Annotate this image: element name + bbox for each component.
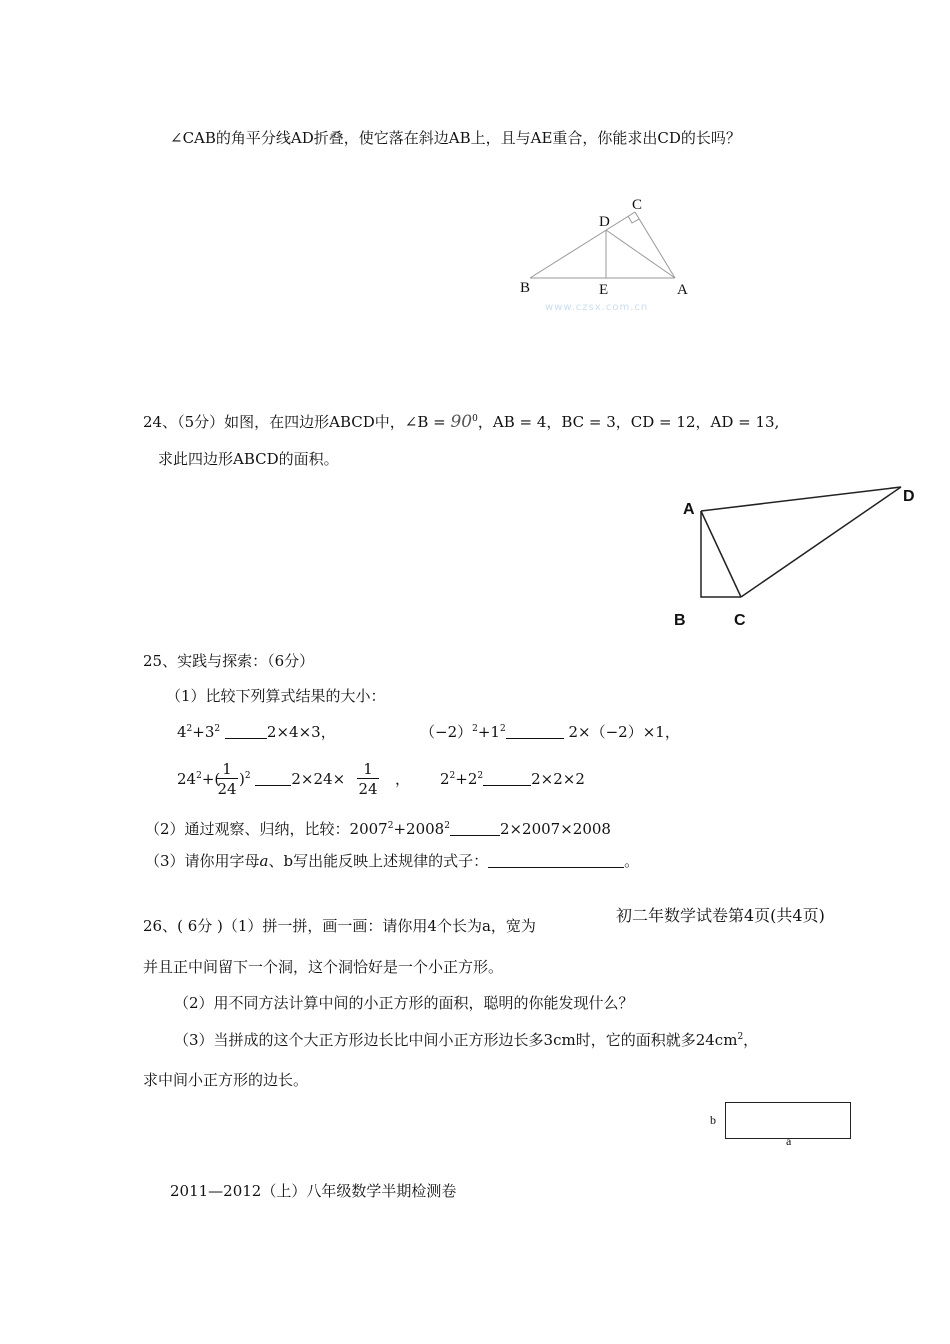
- q25-expr1: $4^2+3^2$ 2×4×3，: [177, 723, 336, 741]
- q25-expr3-mid: )$^2$ 2×24×: [239, 770, 346, 788]
- q25-expr2: $(-2)^2+1^2$ 2×（−2）×1，: [420, 723, 680, 741]
- q25-title: 25、实践与探索：（6分）: [143, 652, 315, 670]
- page-footer: 初二年数学试卷第4页(共4页): [616, 906, 825, 925]
- q23-label-c: C: [632, 197, 643, 213]
- q25-part1: （1）比较下列算式结果的大小：: [166, 687, 386, 705]
- q26-line5: 求中间小正方形的边长。: [143, 1071, 309, 1089]
- q24-line1: 24、（5分）如图，在四边形ABCD中，∠B = $90^0$，AB = 4，BC = 3，CD = 12，AD = 13,: [143, 412, 780, 432]
- q26-line2: 并且正中间留下一个洞，这个洞恰好是一个小正方形。: [143, 958, 504, 976]
- q26-line3: （2）用不同方法计算中间的小正方形的面积，聪明的你能发现什么？: [174, 994, 634, 1012]
- q24-label-b: B: [674, 612, 686, 629]
- q25-expr3-left: $24^2+$(: [177, 770, 221, 788]
- q23-label-e: E: [599, 282, 609, 298]
- q25-part2: （2）通过观察、归纳，比较：$2007^2+2008^2$ 2×2007×2008: [145, 820, 611, 838]
- q26-line1: 26、( 6分 )（1）拼一拼，画一画：请你用4个长为a，宽为: [143, 917, 536, 935]
- q26-rect-label-b: b: [710, 1113, 716, 1127]
- q24-label-c: C: [734, 612, 746, 629]
- q23-label-d: D: [599, 214, 610, 230]
- q24-line2: 求此四边形ABCD的面积。: [158, 450, 339, 468]
- bottom-title: 2011—2012（上）八年级数学半期检测卷: [170, 1182, 457, 1200]
- q23-label-a: A: [677, 282, 688, 298]
- q25-part3: （3）请你用字母a、b写出能反映上述规律的式子： 。: [145, 852, 640, 870]
- q24-label-d: D: [903, 488, 915, 505]
- q26-line4: （3）当拼成的这个大正方形边长比中间小正方形边长多3cm时，它的面积就多$24cm^2$，: [174, 1031, 759, 1049]
- q24-label-a: A: [683, 501, 695, 518]
- watermark: www.czsx.com.cn: [545, 302, 649, 313]
- q23-label-b: B: [520, 280, 531, 296]
- q23-text: ∠CAB的角平分线AD折叠，使它落在斜边AB上，且与AE重合，你能求出CD的长吗？: [170, 129, 741, 147]
- q25-fraction-2: 1 24: [358, 760, 378, 798]
- q25-fraction-1: 1 24: [217, 760, 237, 798]
- q25-expr4: $2^2+2^2$ 2×2×2: [440, 770, 585, 788]
- q24-quadrilateral-figure: [690, 480, 910, 605]
- q25-expr3-comma: ，: [395, 770, 411, 788]
- q26-rect-label-a: a: [786, 1134, 792, 1148]
